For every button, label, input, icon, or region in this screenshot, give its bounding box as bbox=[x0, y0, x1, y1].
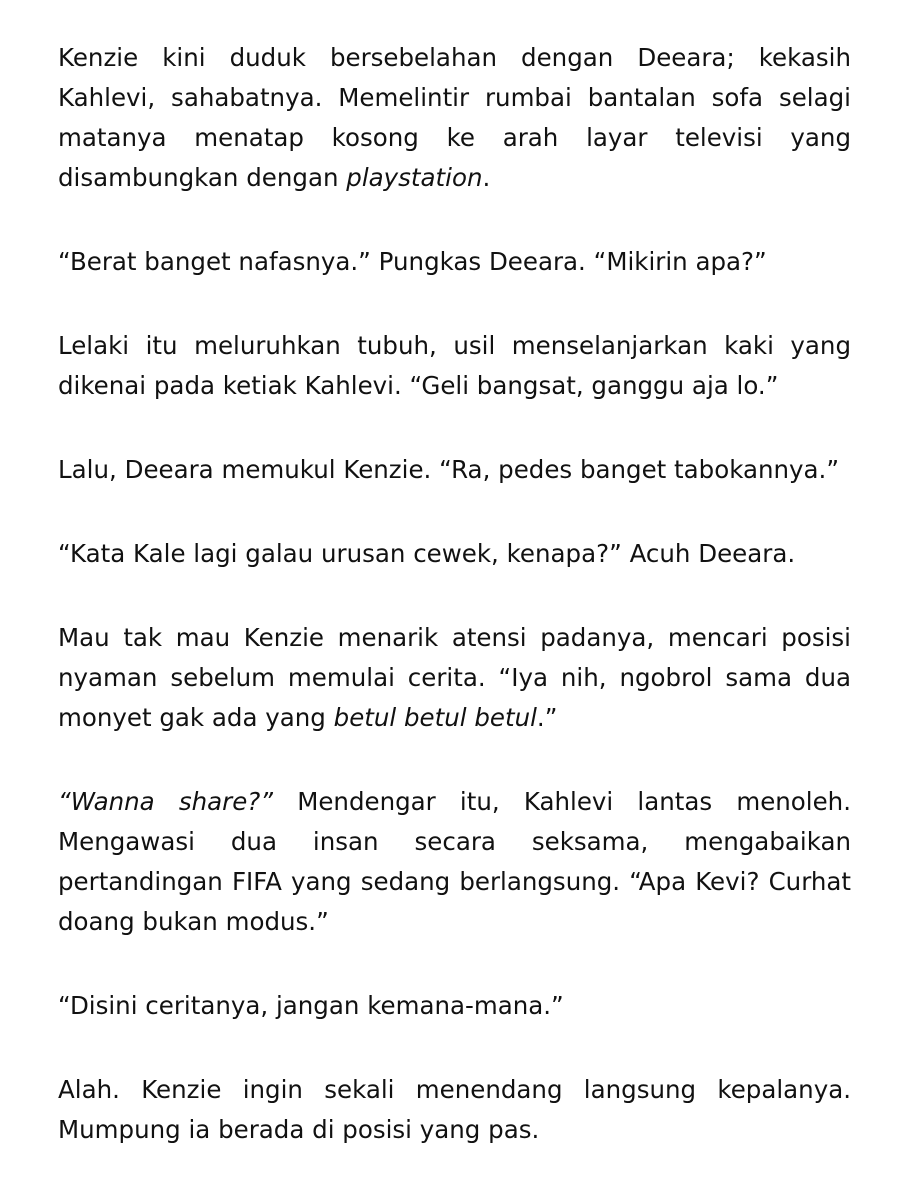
italic-text: betul betul betul bbox=[333, 703, 537, 732]
paragraph bbox=[58, 38, 851, 198]
paragraph bbox=[58, 618, 851, 738]
paragraph-text: Alah. Kenzie ingin sekali menendang langsung kepalanya. Mumpung ia berada di posisi yang pas. bbox=[58, 1075, 851, 1144]
paragraph bbox=[58, 450, 851, 490]
paragraph-text: . bbox=[482, 163, 491, 192]
paragraph-text: Kenzie kini duduk bersebelahan dengan Deeara; kekasih Kahlevi, sahabatnya. Memelintir rumbai bantalan sofa selagi matanya menatap kosong ke arah layar televisi yang disambungkan dengan bbox=[58, 43, 851, 192]
paragraph-text: Lalu, Deeara memukul Kenzie. “Ra, pedes banget tabokannya.” bbox=[58, 455, 840, 484]
italic-text: playstation bbox=[346, 163, 483, 192]
paragraph bbox=[58, 986, 851, 1026]
paragraph-text: “Disini ceritanya, jangan kemana-mana.” bbox=[58, 991, 564, 1020]
paragraph-text: Lelaki itu meluruhkan tubuh, usil menselanjarkan kaki yang dikenai pada ketiak Kahlevi. “Geli bangsat, ganggu aja lo.” bbox=[58, 331, 851, 400]
paragraph bbox=[58, 1070, 851, 1150]
paragraph-text: .” bbox=[536, 703, 558, 732]
paragraph bbox=[58, 782, 851, 942]
paragraph-text: “Berat banget nafasnya.” Pungkas Deeara. “Mikirin apa?” bbox=[58, 247, 767, 276]
paragraph-text: Mau tak mau Kenzie menarik atensi padanya, mencari posisi nyaman sebelum memulai cerita. “Iya nih, ngobrol sama dua monyet gak ada yang bbox=[58, 623, 851, 732]
paragraph bbox=[58, 242, 851, 282]
paragraph bbox=[58, 326, 851, 406]
paragraph-text: Mendengar itu, Kahlevi lantas menoleh. Mengawasi dua insan secara seksama, mengabaikan pertandingan FIFA yang sedang berlangsung. “Apa Kevi? Curhat doang bukan modus.” bbox=[58, 787, 851, 936]
paragraph bbox=[58, 534, 851, 574]
paragraph-text: “Kata Kale lagi galau urusan cewek, kenapa?” Acuh Deeara. bbox=[58, 539, 796, 568]
italic-text: “Wanna share?” bbox=[58, 787, 274, 816]
story-page bbox=[58, 38, 851, 1150]
